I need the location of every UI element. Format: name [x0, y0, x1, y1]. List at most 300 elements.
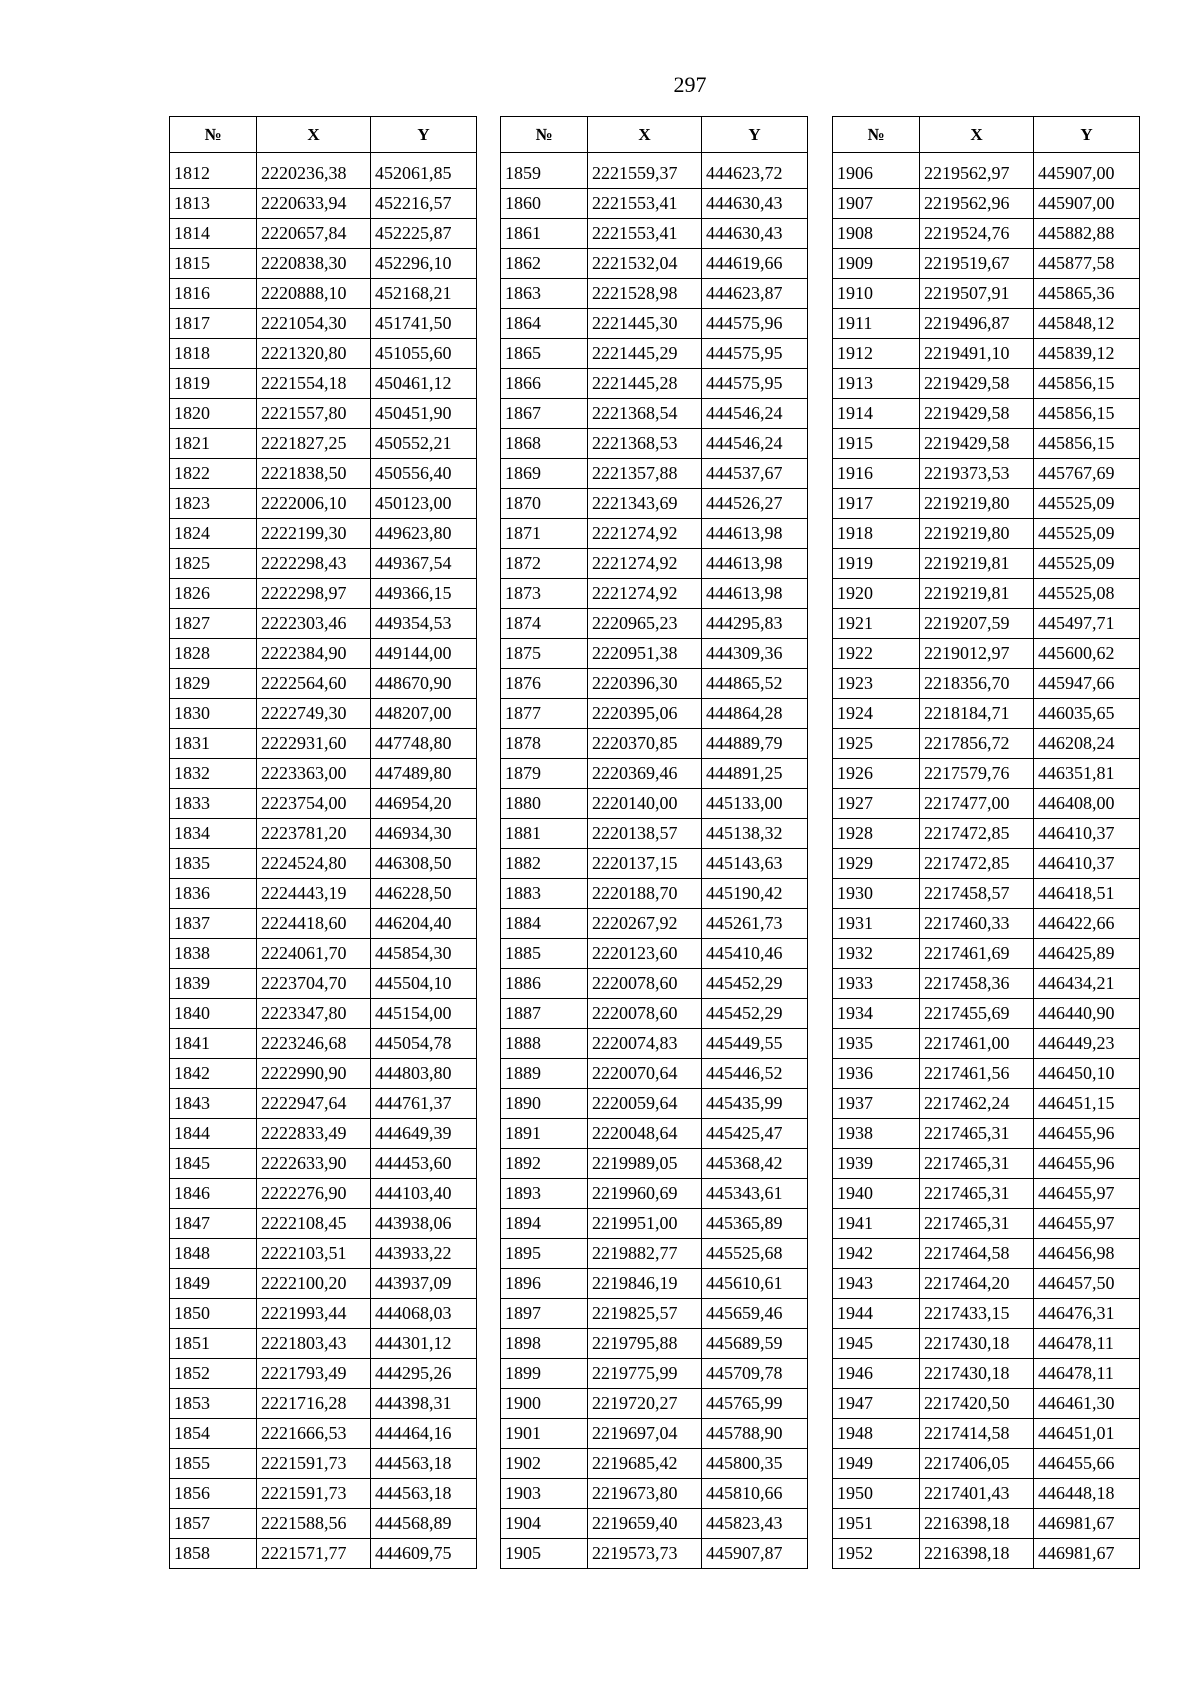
cell-number: 1940	[833, 1179, 920, 1209]
cell-x: 2221368,53	[588, 429, 702, 459]
cell-y: 449354,53	[371, 609, 477, 639]
table-row	[501, 789, 808, 819]
table-row	[170, 219, 477, 249]
cell-x: 2220396,30	[588, 669, 702, 699]
table-row	[501, 1509, 808, 1539]
table-row	[501, 249, 808, 279]
table-row	[501, 879, 808, 909]
table-row	[170, 279, 477, 309]
cell-x: 2219562,96	[920, 189, 1034, 219]
cell-x: 2221274,92	[588, 549, 702, 579]
cell-number: 1820	[170, 399, 257, 429]
cell-number: 1822	[170, 459, 257, 489]
cell-x: 2217433,15	[920, 1299, 1034, 1329]
cell-number: 1949	[833, 1449, 920, 1479]
cell-y: 446455,66	[1034, 1449, 1140, 1479]
cell-y: 446035,65	[1034, 699, 1140, 729]
cell-y: 445138,32	[702, 819, 808, 849]
table-row	[501, 1479, 808, 1509]
cell-x: 2219219,81	[920, 549, 1034, 579]
cell-number: 1851	[170, 1329, 257, 1359]
table-row	[833, 1359, 1140, 1389]
table-row	[170, 609, 477, 639]
cell-y: 444803,80	[371, 1059, 477, 1089]
cell-x: 2221445,30	[588, 309, 702, 339]
cell-y: 445856,15	[1034, 399, 1140, 429]
cell-x: 2220070,64	[588, 1059, 702, 1089]
cell-x: 2219429,58	[920, 399, 1034, 429]
cell-x: 2221343,69	[588, 489, 702, 519]
cell-number: 1815	[170, 249, 257, 279]
header-x: X	[257, 117, 371, 153]
cell-number: 1857	[170, 1509, 257, 1539]
cell-number: 1895	[501, 1239, 588, 1269]
cell-number: 1883	[501, 879, 588, 909]
cell-number: 1933	[833, 969, 920, 999]
cell-y: 445452,29	[702, 999, 808, 1029]
cell-y: 444649,39	[371, 1119, 477, 1149]
cell-x: 2221838,50	[257, 459, 371, 489]
cell-number: 1930	[833, 879, 920, 909]
cell-y: 446440,90	[1034, 999, 1140, 1029]
table-row	[501, 729, 808, 759]
cell-y: 444609,75	[371, 1539, 477, 1569]
cell-y: 444309,36	[702, 639, 808, 669]
cell-number: 1847	[170, 1209, 257, 1239]
cell-number: 1903	[501, 1479, 588, 1509]
table-row	[501, 1539, 808, 1569]
cell-y: 445368,42	[702, 1149, 808, 1179]
cell-y: 446410,37	[1034, 849, 1140, 879]
cell-x: 2221445,28	[588, 369, 702, 399]
table-row	[170, 849, 477, 879]
cell-x: 2217401,43	[920, 1479, 1034, 1509]
cell-x: 2219373,53	[920, 459, 1034, 489]
cell-x: 2222633,90	[257, 1149, 371, 1179]
cell-x: 2220140,00	[588, 789, 702, 819]
cell-x: 2223704,70	[257, 969, 371, 999]
cell-number: 1894	[501, 1209, 588, 1239]
cell-y: 443938,06	[371, 1209, 477, 1239]
cell-number: 1947	[833, 1389, 920, 1419]
cell-y: 452225,87	[371, 219, 477, 249]
cell-number: 1855	[170, 1449, 257, 1479]
cell-number: 1906	[833, 153, 920, 189]
table-row	[501, 1059, 808, 1089]
cell-y: 444398,31	[371, 1389, 477, 1419]
cell-y: 446451,01	[1034, 1419, 1140, 1449]
cell-x: 2217856,72	[920, 729, 1034, 759]
cell-x: 2217477,00	[920, 789, 1034, 819]
cell-x: 2221274,92	[588, 579, 702, 609]
cell-x: 2222199,30	[257, 519, 371, 549]
cell-y: 444575,96	[702, 309, 808, 339]
table-row	[833, 1149, 1140, 1179]
cell-y: 445856,15	[1034, 429, 1140, 459]
table-row	[501, 639, 808, 669]
cell-y: 445877,58	[1034, 249, 1140, 279]
cell-number: 1870	[501, 489, 588, 519]
cell-x: 2222947,64	[257, 1089, 371, 1119]
cell-number: 1856	[170, 1479, 257, 1509]
cell-y: 445767,69	[1034, 459, 1140, 489]
table-row	[170, 1239, 477, 1269]
table-row	[170, 1149, 477, 1179]
cell-y: 444103,40	[371, 1179, 477, 1209]
table-row	[833, 1179, 1140, 1209]
cell-x: 2219846,19	[588, 1269, 702, 1299]
cell-y: 445788,90	[702, 1419, 808, 1449]
table-row	[170, 1479, 477, 1509]
cell-y: 448207,00	[371, 699, 477, 729]
table-row	[501, 429, 808, 459]
cell-y: 445907,00	[1034, 153, 1140, 189]
cell-x: 2219219,80	[920, 519, 1034, 549]
cell-x: 2217461,00	[920, 1029, 1034, 1059]
cell-x: 2222298,43	[257, 549, 371, 579]
table-row	[170, 369, 477, 399]
cell-number: 1932	[833, 939, 920, 969]
cell-y: 444068,03	[371, 1299, 477, 1329]
cell-number: 1935	[833, 1029, 920, 1059]
table-row	[833, 249, 1140, 279]
cell-x: 2220633,94	[257, 189, 371, 219]
cell-number: 1814	[170, 219, 257, 249]
table-row	[501, 519, 808, 549]
cell-number: 1877	[501, 699, 588, 729]
table-row	[170, 1179, 477, 1209]
cell-x: 2218184,71	[920, 699, 1034, 729]
table-row	[833, 849, 1140, 879]
cell-y: 444546,24	[702, 429, 808, 459]
cell-x: 2220078,60	[588, 969, 702, 999]
cell-number: 1878	[501, 729, 588, 759]
cell-x: 2219519,67	[920, 249, 1034, 279]
table-row	[833, 579, 1140, 609]
cell-number: 1922	[833, 639, 920, 669]
cell-x: 2220123,60	[588, 939, 702, 969]
cell-y: 445709,78	[702, 1359, 808, 1389]
cell-y: 445810,66	[702, 1479, 808, 1509]
cell-number: 1842	[170, 1059, 257, 1089]
table-row	[833, 909, 1140, 939]
cell-y: 452061,85	[371, 153, 477, 189]
cell-x: 2217464,58	[920, 1239, 1034, 1269]
table-row	[833, 939, 1140, 969]
header-number: №	[501, 117, 588, 153]
table-row	[170, 699, 477, 729]
table-row	[170, 999, 477, 1029]
cell-y: 450556,40	[371, 459, 477, 489]
table-row	[170, 669, 477, 699]
cell-x: 2222564,60	[257, 669, 371, 699]
cell-x: 2217465,31	[920, 1209, 1034, 1239]
cell-y: 449623,80	[371, 519, 477, 549]
cell-number: 1825	[170, 549, 257, 579]
table-row	[170, 339, 477, 369]
cell-y: 444619,66	[702, 249, 808, 279]
cell-y: 445054,78	[371, 1029, 477, 1059]
cell-x: 2219573,73	[588, 1539, 702, 1569]
cell-number: 1838	[170, 939, 257, 969]
cell-number: 1843	[170, 1089, 257, 1119]
cell-y: 445154,00	[371, 999, 477, 1029]
cell-number: 1835	[170, 849, 257, 879]
cell-number: 1861	[501, 219, 588, 249]
table-row	[170, 489, 477, 519]
cell-number: 1912	[833, 339, 920, 369]
cell-y: 446451,15	[1034, 1089, 1140, 1119]
table-row	[501, 459, 808, 489]
cell-y: 445410,46	[702, 939, 808, 969]
cell-y: 447489,80	[371, 759, 477, 789]
cell-number: 1898	[501, 1329, 588, 1359]
table-row	[170, 909, 477, 939]
cell-x: 2222108,45	[257, 1209, 371, 1239]
cell-y: 446455,96	[1034, 1119, 1140, 1149]
table-row	[501, 309, 808, 339]
table-row	[501, 1179, 808, 1209]
table-row	[833, 399, 1140, 429]
cell-x: 2217472,85	[920, 819, 1034, 849]
cell-y: 445143,63	[702, 849, 808, 879]
cell-x: 2219685,42	[588, 1449, 702, 1479]
cell-number: 1904	[501, 1509, 588, 1539]
cell-number: 1891	[501, 1119, 588, 1149]
table-row	[833, 699, 1140, 729]
table-row	[501, 1419, 808, 1449]
table-row	[501, 549, 808, 579]
cell-x: 2221557,80	[257, 399, 371, 429]
cell-y: 445504,10	[371, 969, 477, 999]
table-row	[833, 1389, 1140, 1419]
table-row	[833, 999, 1140, 1029]
cell-x: 2219012,97	[920, 639, 1034, 669]
cell-number: 1913	[833, 369, 920, 399]
cell-number: 1914	[833, 399, 920, 429]
cell-x: 2220267,92	[588, 909, 702, 939]
cell-number: 1934	[833, 999, 920, 1029]
cell-y: 445449,55	[702, 1029, 808, 1059]
cell-y: 446204,40	[371, 909, 477, 939]
table-row	[501, 1149, 808, 1179]
cell-x: 2222833,49	[257, 1119, 371, 1149]
table-row	[833, 639, 1140, 669]
cell-x: 2219491,10	[920, 339, 1034, 369]
cell-y: 445610,61	[702, 1269, 808, 1299]
cell-x: 2221993,44	[257, 1299, 371, 1329]
table-row	[501, 909, 808, 939]
cell-x: 2221803,43	[257, 1329, 371, 1359]
table-row	[833, 1299, 1140, 1329]
cell-y: 444613,98	[702, 519, 808, 549]
cell-y: 443937,09	[371, 1269, 477, 1299]
cell-number: 1872	[501, 549, 588, 579]
cell-y: 444295,83	[702, 609, 808, 639]
cell-x: 2223246,68	[257, 1029, 371, 1059]
header-number: №	[833, 117, 920, 153]
cell-y: 444575,95	[702, 369, 808, 399]
cell-number: 1927	[833, 789, 920, 819]
cell-number: 1863	[501, 279, 588, 309]
cell-number: 1909	[833, 249, 920, 279]
cell-x: 2222931,60	[257, 729, 371, 759]
table-row	[170, 1119, 477, 1149]
cell-x: 2221716,28	[257, 1389, 371, 1419]
cell-y: 445452,29	[702, 969, 808, 999]
table-row	[170, 1209, 477, 1239]
table-row	[833, 729, 1140, 759]
cell-x: 2217472,85	[920, 849, 1034, 879]
cell-x: 2221827,25	[257, 429, 371, 459]
cell-number: 1951	[833, 1509, 920, 1539]
table-row	[833, 879, 1140, 909]
cell-number: 1866	[501, 369, 588, 399]
cell-y: 444575,95	[702, 339, 808, 369]
cell-y: 446954,20	[371, 789, 477, 819]
cell-y: 448670,90	[371, 669, 477, 699]
cell-x: 2223363,00	[257, 759, 371, 789]
table-row	[833, 153, 1140, 189]
cell-x: 2221559,37	[588, 153, 702, 189]
header-y: Y	[702, 117, 808, 153]
cell-y: 446449,23	[1034, 1029, 1140, 1059]
cell-number: 1875	[501, 639, 588, 669]
cell-number: 1860	[501, 189, 588, 219]
cell-y: 444623,87	[702, 279, 808, 309]
cell-number: 1862	[501, 249, 588, 279]
cell-y: 449144,00	[371, 639, 477, 669]
cell-y: 445525,68	[702, 1239, 808, 1269]
cell-number: 1919	[833, 549, 920, 579]
cell-y: 446308,50	[371, 849, 477, 879]
cell-x: 2222384,90	[257, 639, 371, 669]
cell-x: 2217406,05	[920, 1449, 1034, 1479]
cell-number: 1832	[170, 759, 257, 789]
cell-number: 1911	[833, 309, 920, 339]
table-row	[170, 519, 477, 549]
table-row	[501, 189, 808, 219]
cell-x: 2222303,46	[257, 609, 371, 639]
cell-y: 444546,24	[702, 399, 808, 429]
cell-number: 1939	[833, 1149, 920, 1179]
cell-y: 445659,46	[702, 1299, 808, 1329]
table-row	[501, 1119, 808, 1149]
cell-y: 444295,26	[371, 1359, 477, 1389]
header-row	[501, 117, 808, 153]
cell-x: 2221357,88	[588, 459, 702, 489]
cell-x: 2216398,18	[920, 1509, 1034, 1539]
cell-x: 2217414,58	[920, 1419, 1034, 1449]
header-row	[170, 117, 477, 153]
cell-number: 1818	[170, 339, 257, 369]
table-row	[170, 1419, 477, 1449]
table-row	[170, 1269, 477, 1299]
cell-y: 444453,60	[371, 1149, 477, 1179]
cell-y: 446456,98	[1034, 1239, 1140, 1269]
cell-y: 444537,67	[702, 459, 808, 489]
cell-x: 2219989,05	[588, 1149, 702, 1179]
cell-x: 2217465,31	[920, 1179, 1034, 1209]
cell-x: 2217460,33	[920, 909, 1034, 939]
cell-x: 2221532,04	[588, 249, 702, 279]
table-row	[833, 339, 1140, 369]
cell-number: 1882	[501, 849, 588, 879]
table-row	[833, 219, 1140, 249]
cell-number: 1942	[833, 1239, 920, 1269]
cell-number: 1821	[170, 429, 257, 459]
cell-y: 445856,15	[1034, 369, 1140, 399]
cell-x: 2221666,53	[257, 1419, 371, 1449]
table-row	[170, 819, 477, 849]
cell-number: 1892	[501, 1149, 588, 1179]
cell-x: 2219429,58	[920, 429, 1034, 459]
table-row	[501, 1389, 808, 1419]
cell-y: 446981,67	[1034, 1509, 1140, 1539]
cell-number: 1876	[501, 669, 588, 699]
cell-y: 445343,61	[702, 1179, 808, 1209]
table-row	[501, 759, 808, 789]
cell-y: 445525,09	[1034, 489, 1140, 519]
cell-y: 450552,21	[371, 429, 477, 459]
table-row	[170, 1059, 477, 1089]
cell-number: 1918	[833, 519, 920, 549]
cell-number: 1865	[501, 339, 588, 369]
cell-y: 444563,18	[371, 1449, 477, 1479]
cell-x: 2223781,20	[257, 819, 371, 849]
cell-x: 2220236,38	[257, 153, 371, 189]
cell-x: 2219673,80	[588, 1479, 702, 1509]
cell-y: 444613,98	[702, 549, 808, 579]
cell-y: 446450,10	[1034, 1059, 1140, 1089]
coordinate-table-1	[169, 116, 477, 1569]
coordinate-tables	[0, 116, 1200, 1566]
cell-y: 444464,16	[371, 1419, 477, 1449]
cell-number: 1902	[501, 1449, 588, 1479]
cell-y: 445365,89	[702, 1209, 808, 1239]
table-row	[170, 1539, 477, 1569]
cell-y: 445446,52	[702, 1059, 808, 1089]
table-row	[833, 1089, 1140, 1119]
cell-x: 2220078,60	[588, 999, 702, 1029]
cell-number: 1816	[170, 279, 257, 309]
cell-x: 2221591,73	[257, 1449, 371, 1479]
cell-y: 445261,73	[702, 909, 808, 939]
cell-x: 2217465,31	[920, 1149, 1034, 1179]
cell-x: 2217458,36	[920, 969, 1034, 999]
table-row	[833, 969, 1140, 999]
cell-y: 449367,54	[371, 549, 477, 579]
cell-number: 1823	[170, 489, 257, 519]
table-row	[833, 1029, 1140, 1059]
table-row	[501, 1359, 808, 1389]
cell-y: 444865,52	[702, 669, 808, 699]
cell-number: 1879	[501, 759, 588, 789]
cell-number: 1829	[170, 669, 257, 699]
cell-x: 2219720,27	[588, 1389, 702, 1419]
cell-number: 1836	[170, 879, 257, 909]
cell-x: 2223754,00	[257, 789, 371, 819]
cell-y: 446461,30	[1034, 1389, 1140, 1419]
cell-y: 446476,31	[1034, 1299, 1140, 1329]
header-x: X	[588, 117, 702, 153]
cell-x: 2217461,69	[920, 939, 1034, 969]
cell-y: 444630,43	[702, 219, 808, 249]
cell-y: 446208,24	[1034, 729, 1140, 759]
table-row	[170, 939, 477, 969]
cell-x: 2219882,77	[588, 1239, 702, 1269]
table-row	[501, 609, 808, 639]
